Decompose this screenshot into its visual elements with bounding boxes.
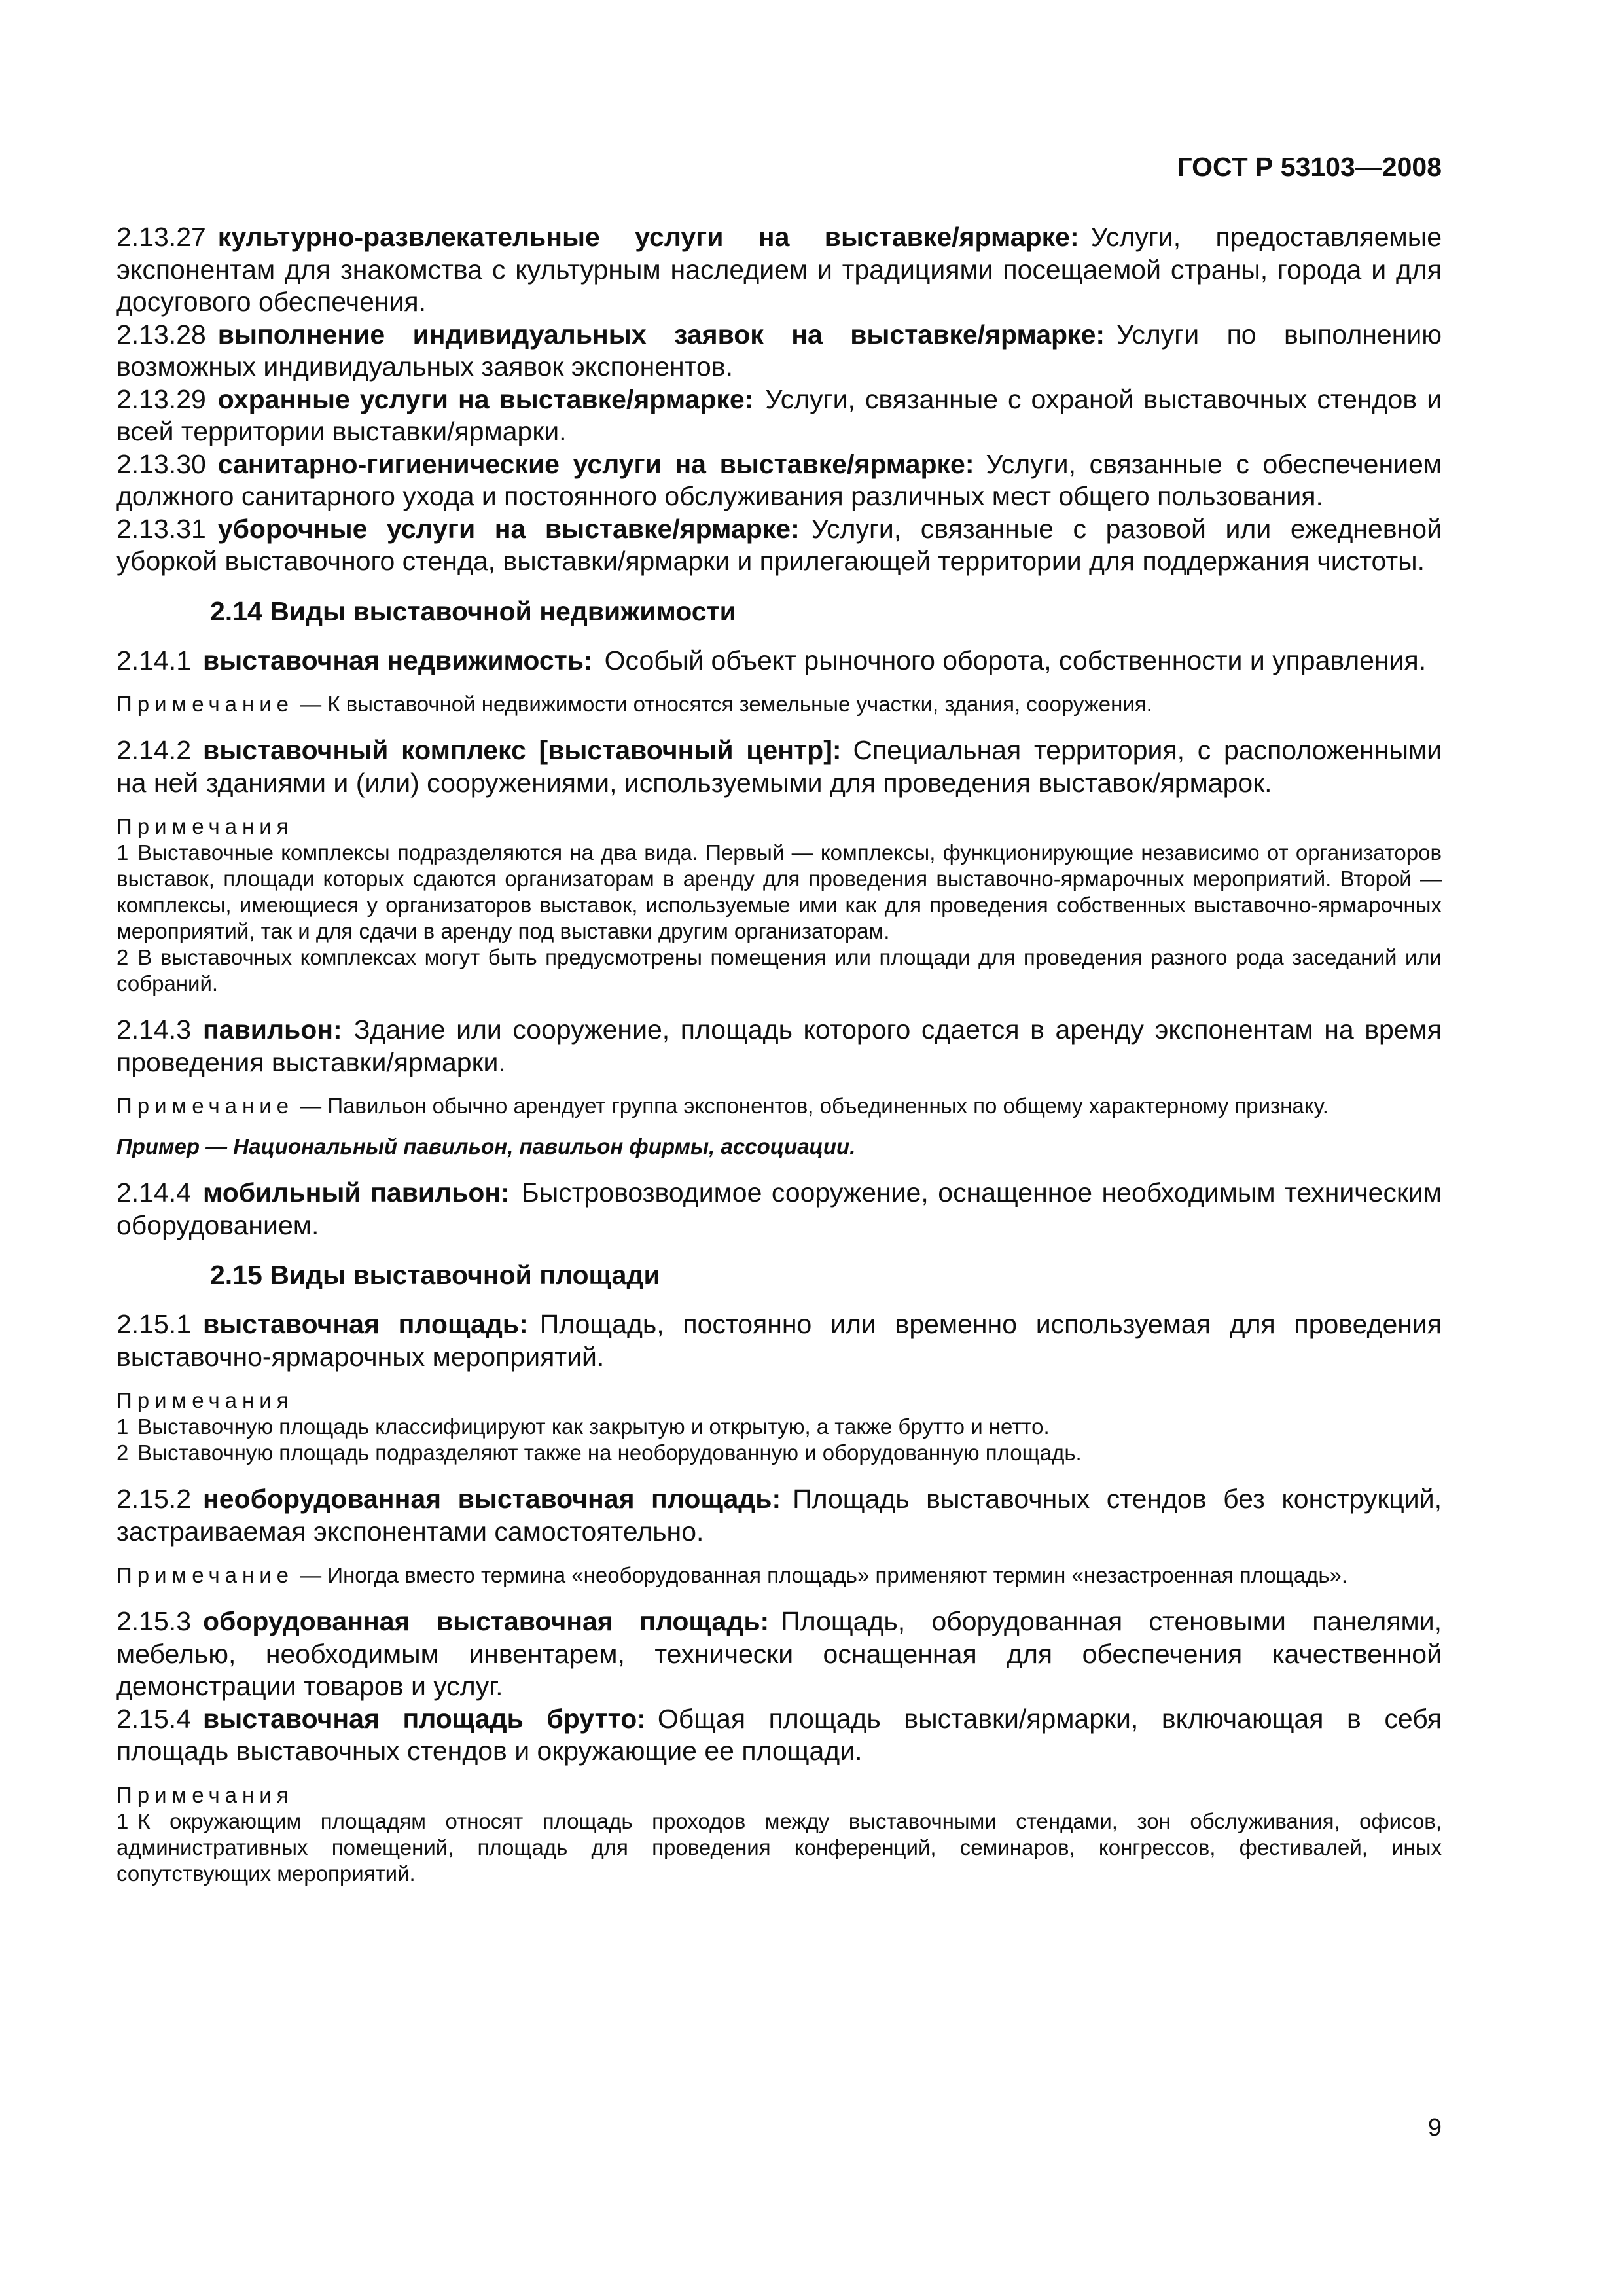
term-definition: Быстровозводимое сооружение, оснащенное необходимым техническим оборудованием. [116,1177,1442,1240]
term-number: 2.13.28 [116,319,206,350]
notes-2-15-4 [116,1782,1442,1887]
notes-heading: Примечания [116,1782,294,1807]
term-name: мобильный павильон: [203,1177,510,1208]
term-name: выполнение индивидуальных заявок на выставке/ярмарке: [217,319,1105,350]
note-item-number: 1 [116,840,129,865]
term-name: выставочный комплекс [выставочный центр]: [203,735,842,765]
note-text: — Павильон обычно арендует группа экспонентов, объединенных по общему характерному признаку. [294,1094,1329,1118]
page-number: 9 [1427,2114,1442,2142]
term-definition: Общая площадь выставки/ярмарки, включающая в себя площадь выставочных стендов и окружающие ее площади. [116,1703,1442,1766]
term-number: 2.15.1 [116,1309,191,1339]
note-text: — Иногда вместо термина «необорудованная площадь» применяют термин «незастроенная площадь». [294,1563,1348,1587]
term-2-13-29 [116,384,1442,448]
term-name: выставочная недвижимость: [203,645,593,675]
term-number: 2.15.3 [116,1606,191,1636]
section-heading-2-14: 2.14 Виды выставочной недвижимости [210,596,736,626]
note-label: Примечание [116,692,294,716]
note-item-number: 1 [116,1808,129,1833]
note-item-number: 2 [116,1441,129,1465]
note-label: Примечание [116,1094,294,1118]
term-2-13-27 [116,221,1442,319]
term-definition: Услуги, связанные с обеспечением должного санитарного ухода и постоянного обслуживания различных мест общего пользования. [116,448,1442,511]
term-2-13-31 [116,513,1442,578]
term-2-14-1 [116,645,1442,677]
term-definition: Специальная территория, с расположенными на ней зданиями и (или) сооружениями, используемыми для проведения выставок/ярмарок. [116,735,1442,798]
notes-heading: Примечания [116,814,294,838]
term-number: 2.14.1 [116,645,191,675]
term-number: 2.15.4 [116,1703,191,1734]
note-item-text: Выставочную площадь подразделяют также на необорудованную и оборудованную площадь. [137,1441,1082,1465]
term-definition: Площадь, оборудованная стеновыми панелями, мебелью, необходимым инвентарем, технически оснащенная для обеспечения качественной демонстрации товаров и услуг. [116,1606,1442,1701]
term-name: павильон: [203,1014,342,1045]
note-item-text: К окружающим площадям относят площадь проходов между выставочными стендами, зон обслуживания, офисов, административных помещений, площадь для проведения конференций, семинаров, конгрессов, фестивалей, иных сопутствующих мероприятий. [116,1808,1442,1886]
term-name: выставочная площадь брутто: [203,1703,646,1734]
term-number: 2.14.4 [116,1177,191,1208]
term-name: уборочные услуги на выставке/ярмарке: [217,513,800,544]
note-item-text: В выставочных комплексах могут быть предусмотрены помещения или площади для проведения разного рода заседаний или собраний. [116,945,1442,996]
term-definition: Площадь, постоянно или временно используемая для проведения выставочно-ярмарочных мероприятий. [116,1309,1442,1372]
term-name: выставочная площадь: [203,1309,528,1339]
term-definition: Здание или сооружение, площадь которого сдается в аренду экспонентам на время проведения выставки/ярмарки. [116,1014,1442,1077]
term-number: 2.13.31 [116,513,206,544]
term-definition: Площадь выставочных стендов без конструкций, застраиваемая экспонентами самостоятельно. [116,1484,1442,1547]
term-definition: Услуги по выполнению возможных индивидуальных заявок экспонентов. [116,319,1442,382]
document-page [116,151,1442,2232]
term-number: 2.14.2 [116,735,191,765]
note-item-text: Выставочные комплексы подразделяются на два вида. Первый — комплексы, функционирующие независимо от организаторов выставок, площади которых сдаются организаторам в аренду для проведения выставочно-ярмарочных мероприятий. Второй — комплексы, имеющиеся у организаторов выставок, используемые ими как для проведения собственных выставочно-ярмарочных мероприятий, так и для сдачи в аренду под выставки другим организаторам. [116,840,1442,943]
document-header: ГОСТ Р 53103—2008 [1177,152,1442,182]
note-item-number: 2 [116,945,129,969]
note-item-number: 1 [116,1414,129,1439]
term-name: культурно-развлекательные услуги на выставке/ярмарке: [217,222,1079,252]
note-item-text: Выставочную площадь классифицируют как закрытую и открытую, а также брутто и нетто. [137,1414,1050,1439]
note-label: Примечание [116,1563,294,1587]
notes-heading: Примечания [116,1388,294,1412]
term-2-14-2 [116,734,1442,799]
note-2-14-1 [116,691,1442,717]
term-name: санитарно-гигиенические услуги на выставке/ярмарке: [217,448,974,479]
term-number: 2.13.29 [116,384,206,414]
term-2-13-30 [116,448,1442,513]
term-definition: Услуги, предоставляемые экспонентам для знакомства с культурным наследием и традициями посещаемой страны, города и для досугового обеспечения. [116,222,1442,317]
term-definition: Особый объект рыночного оборота, собственности и управления. [604,645,1427,675]
note-item [116,944,1442,997]
note-item [116,1808,1442,1887]
term-2-14-3 [116,1014,1442,1079]
note-2-15-2 [116,1562,1442,1588]
term-number: 2.15.2 [116,1484,191,1514]
example-2-14-3: Пример — Национальный павильон, павильон фирмы, ассоциации. [116,1134,856,1158]
term-2-15-4 [116,1703,1442,1768]
term-number: 2.13.30 [116,448,206,479]
term-number: 2.13.27 [116,222,206,252]
term-definition: Услуги, связанные с охраной выставочных стендов и всей территории выставки/ярмарки. [116,384,1442,446]
note-item [116,1414,1442,1440]
term-2-15-2 [116,1483,1442,1548]
note-item [116,1440,1442,1466]
term-2-14-4 [116,1177,1442,1242]
term-2-13-28 [116,319,1442,384]
note-2-14-3 [116,1093,1442,1119]
note-item [116,840,1442,944]
term-2-15-3 [116,1605,1442,1703]
notes-2-14-2 [116,814,1442,997]
section-heading-2-15: 2.15 Виды выставочной площади [210,1260,660,1290]
term-name: оборудованная выставочная площадь: [203,1606,770,1636]
term-2-15-1 [116,1308,1442,1373]
term-number: 2.14.3 [116,1014,191,1045]
term-definition: Услуги, связанные с разовой или ежедневной уборкой выставочного стенда, выставки/ярмарки и прилегающей территории для поддержания чистоты. [116,513,1442,576]
note-text: — К выставочной недвижимости относятся земельные участки, здания, сооружения. [294,692,1152,716]
term-name: охранные услуги на выставке/ярмарке: [217,384,754,414]
term-name: необорудованная выставочная площадь: [203,1484,781,1514]
notes-2-15-1 [116,1388,1442,1466]
